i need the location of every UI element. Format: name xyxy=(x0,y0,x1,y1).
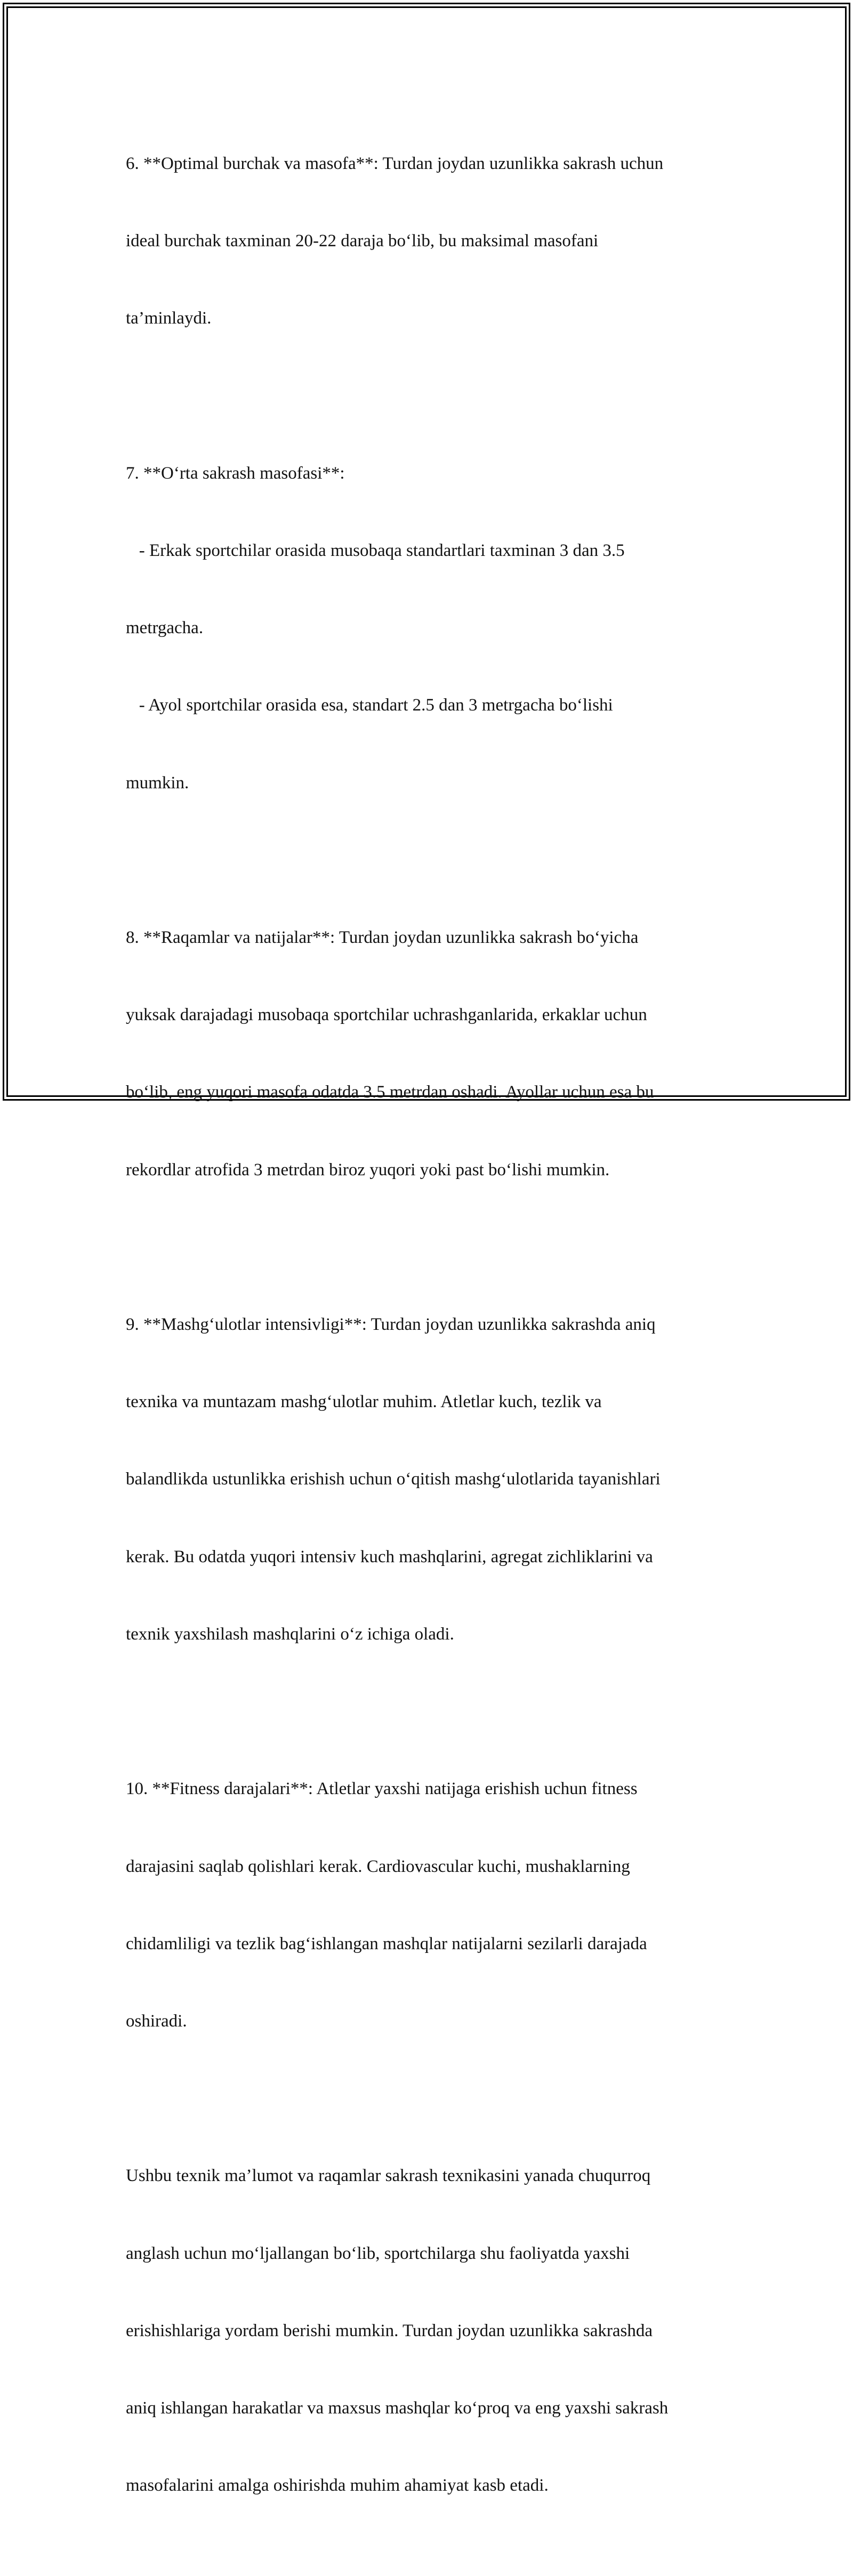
text-line: rekordlar atrofida 3 metrdan biroz yuqori yoki past bo‘lishi mumkin. xyxy=(126,1160,610,1180)
paragraph-optimal-angle xyxy=(126,99,739,383)
text-line: 8. **Raqamlar va natijalar**: Turdan joydan uzunlikka sakrash bo‘yicha xyxy=(126,927,639,947)
text-line: ta’minlaydi. xyxy=(126,309,212,328)
text-line: texnika va muntazam mashg‘ulotlar muhim. Atletlar kuch, tezlik va xyxy=(126,1392,602,1412)
paragraph-conclusion xyxy=(126,2112,739,2550)
text-line: kerak. Bu odatda yuqori intensiv kuch mashqlarini, agregat zichliklarini va xyxy=(126,1547,653,1566)
paragraph-numbers-results xyxy=(126,873,739,1234)
text-line: 10. **Fitness darajalari**: Atletlar yaxshi natijaga erishish uchun fitness xyxy=(126,1779,638,1799)
paragraph-average-distance xyxy=(126,409,739,847)
text-line: yuksak darajadagi musobaqa sportchilar uchrashganlarida, erkaklar uchun xyxy=(126,1005,647,1025)
text-line: masofalarini amalga oshirishda muhim ahamiyat kasb etadi. xyxy=(126,2476,549,2496)
paragraph-training-intensity xyxy=(126,1260,739,1699)
text-line: darajasini saqlab qolishlari kerak. Cardiovascular kuchi, mushaklarning xyxy=(126,1856,630,1876)
text-line: metrgacha. xyxy=(126,618,204,638)
text-line: bo‘lib, eng yuqori masofa odatda 3.5 metrdan oshadi. Ayollar uchun esa bu xyxy=(126,1083,654,1102)
text-line: aniq ishlangan harakatlar va maxsus mashqlar ko‘proq va eng yaxshi sakrash xyxy=(126,2399,669,2418)
text-line: 6. **Optimal burchak va masofa**: Turdan joydan uzunlikka sakrash uchun xyxy=(126,154,664,173)
text-line: mumkin. xyxy=(126,773,189,793)
text-line: ideal burchak taxminan 20-22 daraja bo‘lib, bu maksimal masofani xyxy=(126,231,599,251)
text-line: texnik yaxshilash mashqlarini o‘z ichiga oladi. xyxy=(126,1624,454,1644)
text-line: 9. **Mashg‘ulotlar intensivligi**: Turdan joydan uzunlikka sakrashda aniq xyxy=(126,1315,656,1335)
text-line: anglash uchun mo‘ljallangan bo‘lib, sportchilarga shu faoliyatda yaxshi xyxy=(126,2243,630,2263)
text-line: balandlikda ustunlikka erishish uchun o‘qitish mashg‘ulotlarida tayanishlari xyxy=(126,1469,661,1489)
paragraph-fitness-levels xyxy=(126,1725,739,2086)
text-line: - Erkak sportchilar orasida musobaqa standartlari taxminan 3 dan 3.5 xyxy=(126,540,625,560)
text-line: erishishlariga yordam berishi mumkin. Turdan joydan uzunlikka sakrashda xyxy=(126,2321,653,2340)
text-line: chidamliligi va tezlik bag‘ishlangan mashqlar natijalarni sezilarli darajada xyxy=(126,1934,647,1953)
text-line: - Ayol sportchilar orasida esa, standart 2.5 dan 3 metrgacha bo‘lishi xyxy=(126,696,613,715)
text-line: 7. **O‘rta sakrash masofasi**: xyxy=(126,463,345,483)
text-line: Ushbu texnik ma’lumot va raqamlar sakrash texnikasini yanada chuqurroq xyxy=(126,2166,651,2186)
text-line: oshiradi. xyxy=(126,2012,187,2031)
document-body xyxy=(126,99,739,2576)
